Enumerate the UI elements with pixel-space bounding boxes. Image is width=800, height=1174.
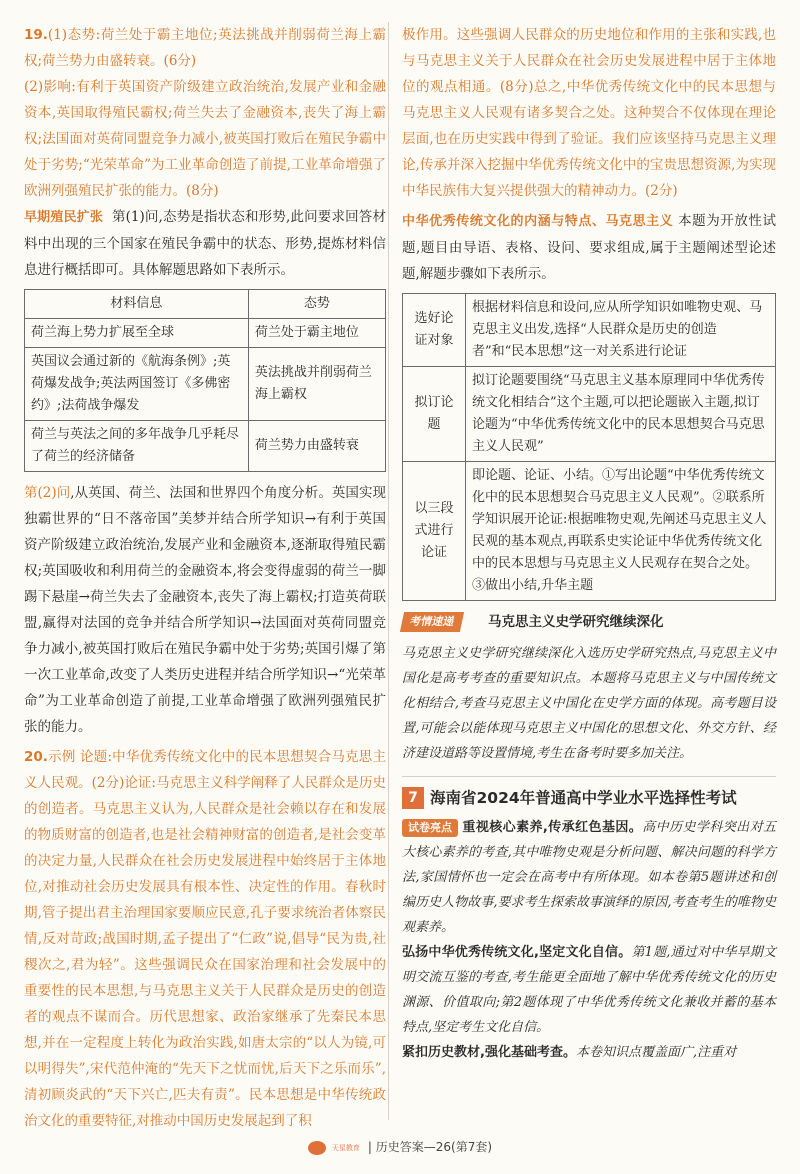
highlight-heading: 弘扬中华优秀传统文化,坚定文化自信。 xyxy=(402,945,632,960)
table-cell: 拟订论题 xyxy=(403,367,466,462)
analysis-tag: 早期殖民扩张 xyxy=(24,210,104,225)
analysis-text: ,从英国、荷兰、法国和世界四个角度分析。英国实现独霸世界的“日不落帝国”美梦并结合所学知识→有利于英国资产阶级建立政治统治,发展产业和金融资本,逐渐取得殖民霸权;英国吸收和利用荷兰的金融资本,将会变得虚弱的荷兰一脚踢下悬崖→荷兰失去了金融资本,丧失了海上霸权;打造英荷联盟,赢得对法国的竞争并结合所学知识→法国面对英荷同盟竞争力减小,被英国打败后在殖民争霸中处于劣势;英国引爆了第一次工业革命,改变了人类历史进程并结合所学知识→“光荣革命”为工业革命创造了前提,工业革命增强了欧洲列强殖民扩张的能力。 xyxy=(24,485,386,735)
table-cell: 以三段式进行论证 xyxy=(403,462,466,601)
table-cell: 荷兰与英法之间的多年战争几乎耗尽了荷兰的经济储备 xyxy=(25,421,249,472)
q20-number: 20. xyxy=(24,749,48,765)
table-cell: 荷兰处于霸主地位 xyxy=(248,319,385,348)
page-label: 历史答案—26(第7套) xyxy=(375,1140,493,1154)
right-column xyxy=(402,22,776,1065)
column-divider xyxy=(388,22,389,1120)
steps-table xyxy=(402,293,776,601)
page-footer: 天星教育 | 历史答案—26(第7套) xyxy=(0,1138,800,1155)
table-header: 材料信息 xyxy=(25,290,249,319)
q19-part2: (2)影响:有利于英国资产阶级建立政治统治,发展产业和金融资本,英国取得殖民霸权;荷兰失去了金融资本,丧失了海上霸权;法国面对英荷同盟竞争力减小,被英国打败后在殖民争霸中处于劣势;“光荣革命”为工业革命创造了前提,工业革命增强了欧洲列强殖民扩张的能力。(8分) xyxy=(24,79,386,199)
table-row xyxy=(403,367,776,462)
table-cell: 根据材料信息和设问,应从所学知识如唯物史观、马克思主义出发,选择“人民群众是历史的创造者”和“民本思想”这一对关系进行论证 xyxy=(466,294,776,367)
exam-trend-banner xyxy=(402,609,776,635)
exam-trend-badge: 考情速递 xyxy=(400,612,464,632)
table-cell: 即论题、论证、小结。①写出论题“中华优秀传统文化中的民本思想契合马克思主义人民观”。②联系所学知识展开论证:根据唯物史观,先阐述马克思主义人民观的基本观点,再联系史实论证中华优秀传统文化中的民本思想与马克思主义人民观存在契合之处。③做出小结,升华主题 xyxy=(466,462,776,601)
table-cell: 选好论证对象 xyxy=(403,294,466,367)
q20-analysis xyxy=(402,208,776,287)
exam-trend-text: 马克思主义史学研究继续深化入选历史学研究热点,马克思主义中国化是高考考查的重要知识点。本题将马克思主义与中国传统文化相结合,考查马克思主义中国化在史学方面的体现。高考题目设置,可能会以能体现马克思主义中国化的思想文化、外交方针、经济建设道路等设置情境,考生在备考时要多加关注。 xyxy=(402,646,776,761)
q19-number: 19. xyxy=(24,27,48,43)
q20-continuation: 极作用。这些强调人民群众的历史地位和作用的主张和实践,也与马克思主义关于人民群众在社会历史发展进程中居于主体地位的观点相通。(8分)总之,中华优秀传统文化中的民本思想与马克思主义人民观有诸多契合之处。这种契合不仅体现在理论层面,也在历史实践中得到了验证。我们应该坚持马克思主义理论,传承并深入挖掘中华优秀传统文化中的宝贵思想资源,为实现中华民族伟大复兴提供强大的精神动力。(2分) xyxy=(402,27,776,199)
section-heading xyxy=(402,776,776,811)
q19-analysis-2 xyxy=(24,480,386,740)
table-header-row xyxy=(25,290,386,319)
analysis-text: 本题为开放性试题,题目由导语、表格、设问、要求组成,属于主题阐述型论述题,解题步骤如下表所示。 xyxy=(402,213,776,282)
table-row xyxy=(403,462,776,601)
highlight-heading: 紧扣历史教材,强化基础考查。 xyxy=(402,1045,576,1060)
exam-trend-title: 马克思主义史学研究继续深化 xyxy=(488,614,664,630)
q20-answer xyxy=(24,744,386,1134)
table-cell: 拟订论题要围绕“马克思主义基本原理同中华优秀传统文化相结合”这个主题,可以把论题嵌入主题,拟订论题为“中华优秀传统文化中的民本思想契合马克思主义人民观” xyxy=(466,367,776,462)
table-row xyxy=(25,421,386,472)
analysis-tag: 中华优秀传统文化的内涵与特点、马克思主义 xyxy=(402,214,674,229)
highlight-3 xyxy=(402,1040,776,1065)
publisher-name: 天星教育 xyxy=(331,1143,360,1152)
q19-part1-text: (1)态势:荷兰处于霸主地位;英法挑战并削弱荷兰海上霸权;荷兰势力由盛转衰。(6分) xyxy=(24,27,386,69)
left-column xyxy=(24,22,386,1134)
section-title: 海南省2024年普通高中学业水平选择性考试 xyxy=(430,789,737,807)
analysis-lead: 第(2)问 xyxy=(24,485,71,501)
highlight-2 xyxy=(402,940,776,1040)
table-cell: 荷兰海上势力扩展至全球 xyxy=(25,319,249,348)
highlight-badge: 试卷亮点 xyxy=(402,819,458,837)
highlight-text: 高中历史学科突出对五大核心素养的考查,其中唯物史观是分析问题、解决问题的科学方法,家国情怀也一定会在高考中有所体现。如本卷第5题讲述和创编历史人物故事,要求考生探索故事演绎的原因,考查考生的唯物史观素养。 xyxy=(402,820,776,935)
table-cell: 英国议会通过新的《航海条例》;英荷爆发战争;英法两国签订《多佛密约》;法荷战争爆发 xyxy=(25,348,249,421)
table-row xyxy=(403,294,776,367)
highlight-text: 第1题,通过对中华早期文明交流互鉴的考查,考生能更全面地了解中华优秀传统文化的历史渊源、价值取向;第2题体现了中华优秀传统文化兼收并蓄的基本特点,坚定考生文化自信。 xyxy=(402,945,776,1035)
highlight-heading: 重视核心素养,传承红色基因。 xyxy=(462,820,643,835)
highlight-1 xyxy=(402,815,776,940)
q19-analysis-1 xyxy=(24,204,386,283)
table-cell: 英法挑战并削弱荷兰海上霸权 xyxy=(248,348,385,421)
table-row xyxy=(25,348,386,421)
q19-part1 xyxy=(24,22,386,74)
table-cell: 荷兰势力由盛转衰 xyxy=(248,421,385,472)
publisher-logo-icon xyxy=(308,1141,326,1155)
situation-table xyxy=(24,289,386,472)
highlight-text: 本卷知识点覆盖面广,注重对 xyxy=(575,1045,737,1060)
table-row xyxy=(25,319,386,348)
q20-text: 示例 论题:中华优秀传统文化中的民本思想契合马克思主义人民观。(2分)论证:马克思主义科学阐释了人民群众是历史的创造者。马克思主义认为,人民群众是社会赖以存在和发展的物质财富的创造者,也是社会精神财富的创造者,是社会变革的决定力量,人民群众在社会历史发展进程中始终居于主体地位,对推动社会历史发展具有根本性、决定性的作用。春秋时期,管子提出君主治理国家要顺应民意,孔子要求统治者体察民情,反对苛政;战国时期,孟子提出了“仁政”说,倡导“民为贵,社稷次之,君为轻”。这些强调民众在国家治理和社会发展中的重要性的民本思想,与马克思主义关于人民群众是历史的创造者的观点不谋而合。历代思想家、政治家继承了先秦民本思想,并在一定程度上转化为政治实践,如唐太宗的“以人为镜,可以明得失”,宋代范仲淹的“先天下之忧而忧,后天下之乐而乐”,清初顾炎武的“天下兴亡,匹夫有责”。民本思想是中华传统政治文化的重要特征,对推动中国历史发展起到了积 xyxy=(24,749,386,1129)
section-number: 7 xyxy=(402,787,424,809)
analysis-text: 第(1)问,态势是指状态和形势,此问要求回答材料中出现的三个国家在殖民争霸中的状态、形势,提炼材料信息进行概括即可。具体解题思路如下表所示。 xyxy=(24,209,386,278)
table-header: 态势 xyxy=(248,290,385,319)
